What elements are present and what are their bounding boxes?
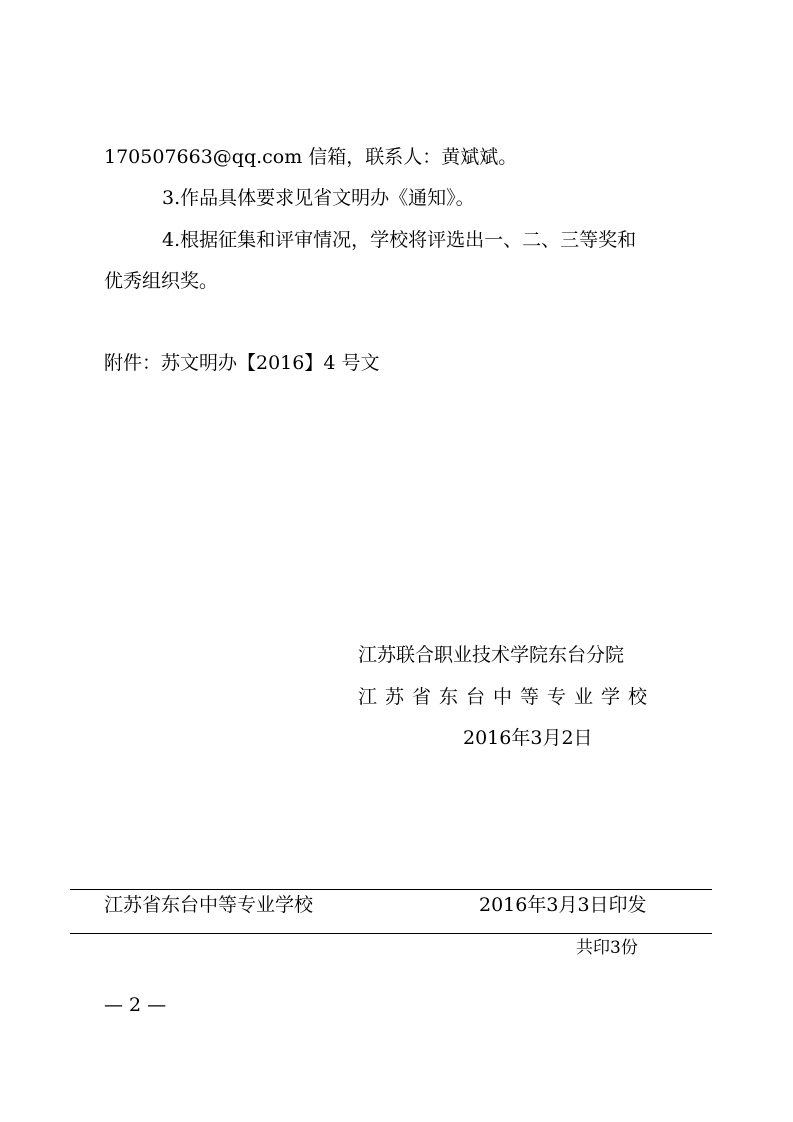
footer-top-rule bbox=[70, 889, 712, 890]
signature-org-1: 江苏联合职业技术学院东台分院 bbox=[358, 644, 625, 666]
body-text-item-4: 4.根据征集和评审情况，学校将评选出一、二、三等奖和 bbox=[162, 229, 637, 251]
footer-copies: 共印3份 bbox=[576, 938, 638, 958]
attachment-note: 附件：苏文明办【2016】4 号文 bbox=[104, 352, 380, 374]
page-number: — 2 — bbox=[104, 994, 167, 1016]
footer-issue-date: 2016年3月3日印发 bbox=[479, 894, 647, 916]
body-text-item-4-continued: 优秀组织奖。 bbox=[104, 270, 219, 292]
signature-org-2: 江苏省东台中等专业学校 bbox=[358, 686, 656, 708]
footer-bottom-rule bbox=[70, 933, 712, 934]
footer-issuer: 江苏省东台中等专业学校 bbox=[104, 894, 314, 916]
signature-date: 2016年3月2日 bbox=[463, 727, 593, 749]
body-text-item-3: 3.作品具体要求见省文明办《通知》。 bbox=[162, 187, 475, 209]
body-text-line-1: 170507663@qq.com 信箱，联系人：黄斌斌。 bbox=[104, 146, 518, 168]
